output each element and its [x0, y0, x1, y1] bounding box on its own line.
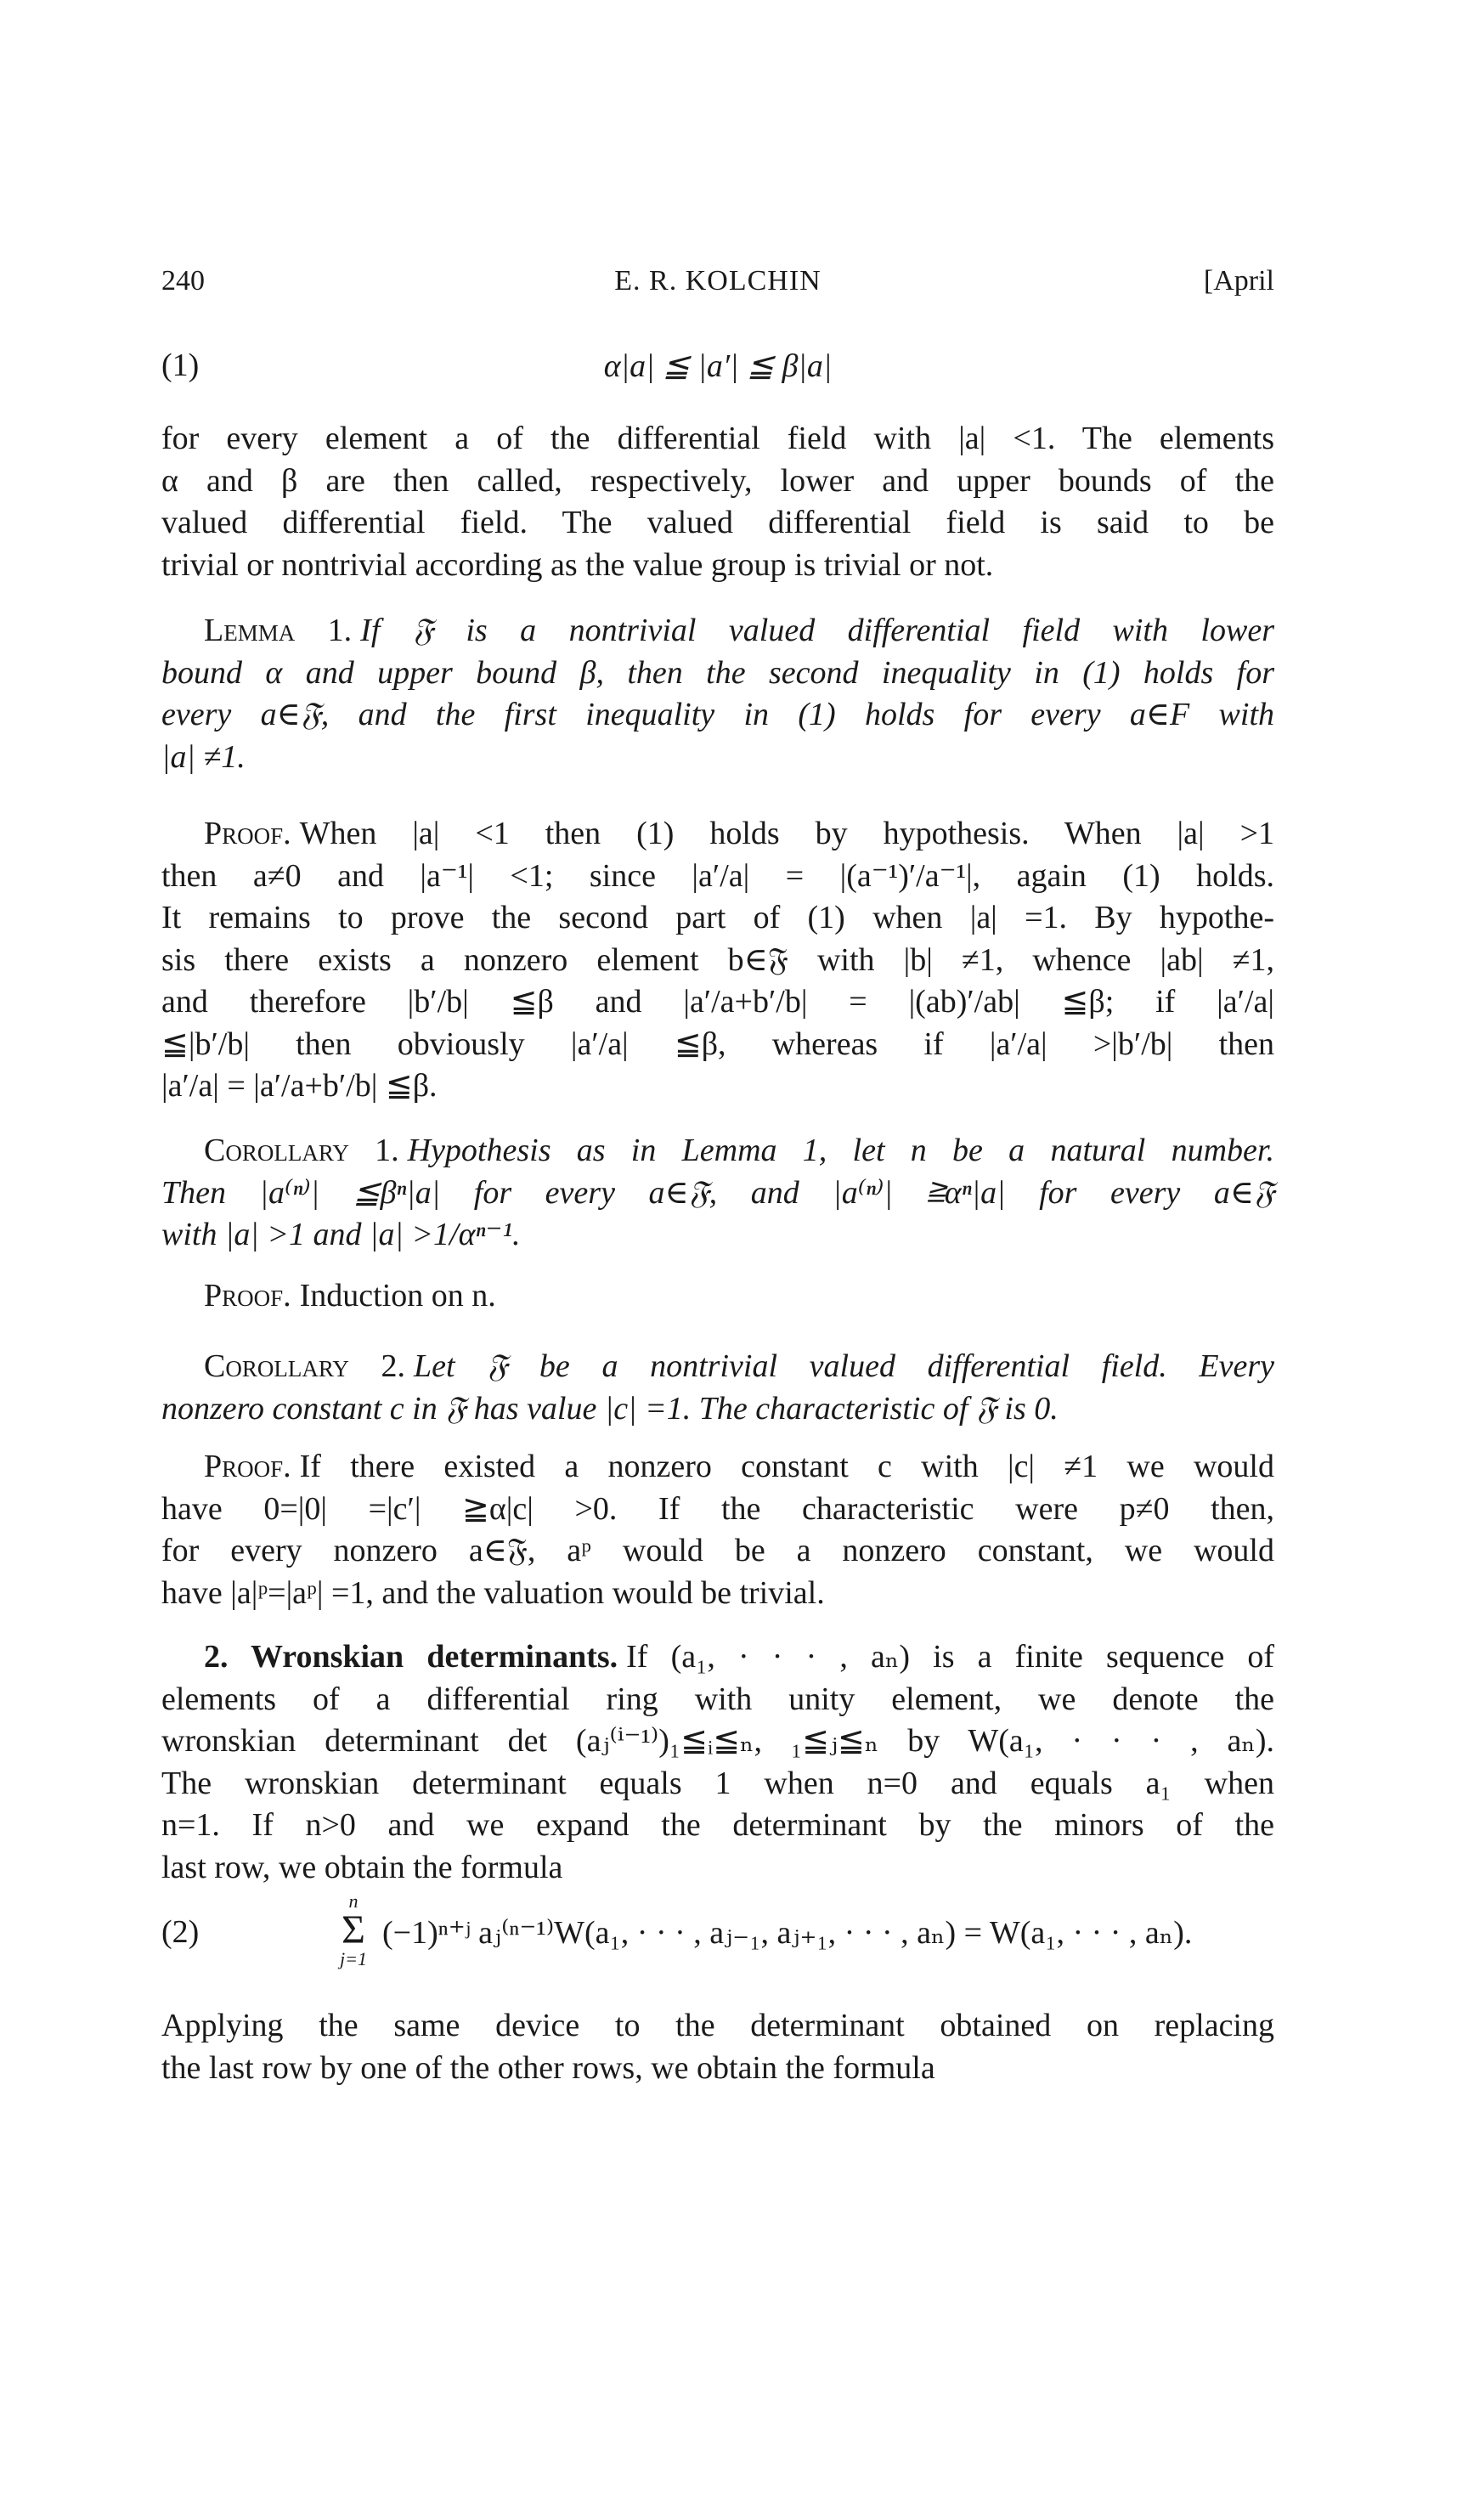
text-line: [161, 1388, 1274, 1431]
proof-corollary-1: [161, 1275, 1274, 1318]
page-number: 240: [161, 265, 205, 297]
line-text: for every element a of the differential field with |a| <1. The elements: [161, 421, 1274, 456]
line-text: It remains to prove the second part of (1) when |a| =1. By hypothe-: [161, 900, 1274, 935]
line-text: If (a₁, · · · , aₙ) is a finite sequence of: [626, 1639, 1275, 1675]
line-text: then a≠0 and |a⁻¹| <1; since |a′/a| = |(a⁻¹)′/a⁻¹|, again (1) holds.: [161, 857, 1274, 894]
text-line: [161, 2005, 1274, 2048]
line-text: Hypothesis as in Lemma 1, let n be a natural number.: [407, 1133, 1274, 1168]
text-line: [161, 1573, 1274, 1615]
equation-number: (1): [161, 347, 200, 383]
text-line: [161, 460, 1274, 503]
line-text: Applying the same device to the determinant obtained on replacing: [161, 2008, 1274, 2043]
para-applying: [161, 2005, 1274, 2089]
line-text: |a| ≠1.: [161, 738, 246, 775]
line-text: |a′/a| = |a′/a+b′/b| ≦β.: [161, 1068, 438, 1104]
line-text: If 𝔉 is a nontrivial valued differential field with lower: [360, 613, 1274, 648]
line-text: ≦|b′/b| then obviously |a′/a| ≦β, whereas if |a′/a| >|b′/b| then: [161, 1026, 1274, 1062]
line-text: α and β are then called, respectively, lower and upper bounds of the: [161, 462, 1274, 499]
text-line: [161, 1530, 1274, 1573]
text-line: [161, 1805, 1274, 1847]
block-label: 2. Wronskian determinants.: [204, 1639, 618, 1675]
equation-body: α|a| ≦ |a′| ≦ β|a|: [603, 348, 833, 384]
text-line: [161, 1847, 1274, 1890]
text-line: [161, 545, 1274, 587]
line-text: If there existed a nonzero constant c with |c| ≠1 we would: [299, 1449, 1274, 1484]
text-line: [161, 610, 1274, 653]
sum-upper-limit: n: [348, 1890, 359, 1912]
block-label: Proof.: [204, 816, 291, 851]
line-text: every a∈𝔉, and the first inequality in (1) holds for every a∈F with: [161, 697, 1274, 732]
text-line: [161, 737, 1274, 779]
text-line: [161, 694, 1274, 737]
text-line: [161, 1275, 1274, 1318]
corollary-1: [161, 1130, 1274, 1257]
equation-2: [161, 1890, 1274, 1969]
proof-corollary-2: [161, 1446, 1274, 1614]
sum-lower-limit: j=1: [340, 1948, 367, 1969]
line-text: sis there exists a nonzero element b∈𝔉 with |b| ≠1, whence |ab| ≠1,: [161, 941, 1274, 978]
block-label: Lemma 1.: [204, 613, 353, 648]
text-line: [161, 1446, 1274, 1489]
text-line: [161, 940, 1274, 982]
running-header: [161, 265, 1274, 304]
sigma-symbol: Σ: [342, 1907, 365, 1952]
text-line: [161, 1636, 1274, 1679]
line-text: valued differential field. The valued differential field is said to be: [161, 505, 1274, 540]
block-label: Corollary 2.: [204, 1348, 406, 1384]
text-line: [161, 981, 1274, 1024]
line-text: have 0=|0| =|c′| ≧α|c| >0. If the characteristic were p≠0 then,: [161, 1490, 1274, 1527]
line-text: Induction on n.: [299, 1278, 496, 1314]
line-text: bound α and upper bound β, then the second inequality in (1) holds for: [161, 654, 1274, 691]
line-text: last row, we obtain the formula: [161, 1849, 563, 1885]
line-text: elements of a differential ring with unity element, we denote the: [161, 1681, 1274, 1717]
para-bounds: [161, 418, 1274, 586]
summation: [340, 1891, 367, 1969]
corollary-2: [161, 1346, 1274, 1430]
text-line: [161, 653, 1274, 695]
text-line: [161, 1024, 1274, 1066]
line-text: for every nonzero a∈𝔉, aᵖ would be a nonzero constant, we would: [161, 1533, 1274, 1568]
line-text: nonzero constant c in 𝔉 has value |c| =1. The characteristic of 𝔉 is 0.: [161, 1390, 1059, 1427]
text-line: [161, 502, 1274, 545]
text-line: [161, 897, 1274, 940]
text-line: [161, 2048, 1274, 2090]
line-text: n=1. If n>0 and we expand the determinant by the minors of the: [161, 1807, 1274, 1843]
line-text: Let 𝔉 be a nontrivial valued differential field. Every: [414, 1348, 1274, 1384]
text-line: [161, 1130, 1274, 1172]
text-line: [161, 856, 1274, 898]
block-label: Proof.: [204, 1449, 291, 1484]
text-line: [161, 1489, 1274, 1531]
block-label: Corollary 1.: [204, 1133, 399, 1168]
equation-1: [161, 347, 1274, 398]
section-2: [161, 1636, 1274, 1889]
lemma-1: [161, 610, 1274, 778]
text-line: [161, 1679, 1274, 1721]
proof-lemma-1: [161, 813, 1274, 1108]
block-label: Proof.: [204, 1278, 291, 1314]
equation-body: (−1)ⁿ⁺ʲ aⱼ⁽ⁿ⁻¹⁾W(a₁, · · · , aⱼ₋₁, aⱼ₊₁, · · · , aₙ) = W(a₁, · · · , aₙ).: [382, 1915, 1193, 1951]
line-text: trivial or nontrivial according as the value group is trivial or not.: [161, 546, 994, 583]
line-text: have |a|ᵖ=|aᵖ| =1, and the valuation would be trivial.: [161, 1574, 825, 1611]
line-text: Then |a⁽ⁿ⁾| ≦βⁿ|a| for every a∈𝔉, and |a⁽ⁿ⁾| ≧αⁿ|a| for every a∈𝔉: [161, 1174, 1274, 1211]
line-text: the last row by one of the other rows, we obtain the formula: [161, 2049, 935, 2086]
text-line: [161, 813, 1274, 856]
text-line: [161, 1172, 1274, 1215]
line-text: The wronskian determinant equals 1 when n=0 and equals a₁ when: [161, 1765, 1274, 1801]
text-line: [161, 418, 1274, 460]
text-line: [161, 1720, 1274, 1763]
running-month: [April: [1203, 265, 1274, 297]
text-line: [161, 1214, 1274, 1257]
line-text: with |a| >1 and |a| >1/αⁿ⁻¹.: [161, 1217, 521, 1252]
equation-number: (2): [161, 1914, 200, 1950]
line-text: When |a| <1 then (1) holds by hypothesis. When |a| >1: [299, 816, 1274, 851]
line-text: and therefore |b′/b| ≦β and |a′/a+b′/b| = |(ab)′/ab| ≦β; if |a′/a|: [161, 984, 1274, 1020]
text-line: [161, 1065, 1274, 1108]
text-line: [161, 1763, 1274, 1805]
running-author: E. R. KOLCHIN: [614, 265, 822, 297]
text-line: [161, 1346, 1274, 1388]
line-text: wronskian determinant det (aⱼ⁽ⁱ⁻¹⁾)₁≦ᵢ≦ₙ, ₁≦ⱼ≦ₙ by W(a₁, · · · , aₙ).: [161, 1723, 1274, 1759]
